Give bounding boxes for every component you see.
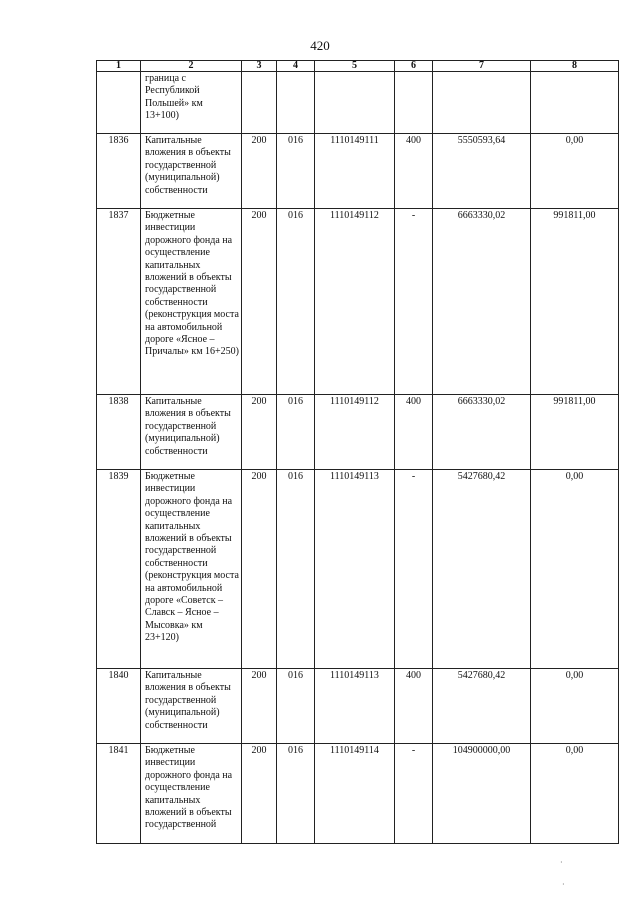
section-cell	[242, 72, 277, 134]
scan-speck: ·	[562, 880, 565, 889]
row-id-cell: 1838	[97, 395, 141, 470]
section-cell: 200	[242, 209, 277, 395]
table-row	[97, 470, 619, 669]
amount-2-cell: 991811,00	[531, 209, 619, 395]
expense-type-cell: 400	[395, 669, 433, 744]
row-description-cell: Капитальные вложения в объекты государственной (муниципальной) собственности	[141, 669, 242, 744]
column-header-5: 5	[315, 61, 395, 72]
row-id-cell: 1837	[97, 209, 141, 395]
section-cell: 200	[242, 395, 277, 470]
row-id-cell: 1836	[97, 134, 141, 209]
amount-2-cell: 0,00	[531, 744, 619, 844]
subsection-cell: 016	[277, 669, 315, 744]
subsection-cell: 016	[277, 134, 315, 209]
amount-2-cell: 0,00	[531, 134, 619, 209]
column-header-6: 6	[395, 61, 433, 72]
target-article-cell: 1110149113	[315, 470, 395, 669]
table-row	[97, 134, 619, 209]
subsection-cell: 016	[277, 395, 315, 470]
target-article-cell: 1110149113	[315, 669, 395, 744]
budget-table	[96, 60, 619, 844]
section-cell: 200	[242, 744, 277, 844]
section-cell: 200	[242, 134, 277, 209]
column-header-8: 8	[531, 61, 619, 72]
row-id-cell: 1841	[97, 744, 141, 844]
expense-type-cell	[395, 72, 433, 134]
amount-cell: 104900000,00	[433, 744, 531, 844]
section-cell: 200	[242, 669, 277, 744]
subsection-cell: 016	[277, 470, 315, 669]
column-header-7: 7	[433, 61, 531, 72]
amount-2-cell: 991811,00	[531, 395, 619, 470]
row-description-cell: Капитальные вложения в объекты государственной (муниципальной) собственности	[141, 395, 242, 470]
page-number: 420	[310, 38, 330, 53]
row-description-cell: Капитальные вложения в объекты государственной (муниципальной) собственности	[141, 134, 242, 209]
target-article-cell	[315, 72, 395, 134]
column-header-1: 1	[97, 61, 141, 72]
scan-speck: ·	[560, 858, 563, 867]
subsection-cell: 016	[277, 209, 315, 395]
expense-type-cell: -	[395, 470, 433, 669]
row-description-cell: граница с Республикой Польшей» км 13+100)	[141, 72, 242, 134]
target-article-cell: 1110149111	[315, 134, 395, 209]
table-row	[97, 209, 619, 395]
amount-cell: 6663330,02	[433, 209, 531, 395]
subsection-cell	[277, 72, 315, 134]
row-description-cell: Бюджетные инвестиции дорожного фонда на осуществление капитальных вложений в объекты государственной собственности (реконструкция моста на автомобильной дороге «Советск – Славск – Ясное – Мысовка» км 23+120)	[141, 470, 242, 669]
row-id-cell: 1839	[97, 470, 141, 669]
amount-cell: 6663330,02	[433, 395, 531, 470]
section-cell: 200	[242, 470, 277, 669]
table-row	[97, 669, 619, 744]
table-row	[97, 395, 619, 470]
amount-2-cell	[531, 72, 619, 134]
amount-2-cell: 0,00	[531, 470, 619, 669]
amount-2-cell: 0,00	[531, 669, 619, 744]
table-row	[97, 72, 619, 134]
target-article-cell: 1110149112	[315, 395, 395, 470]
amount-cell: 5550593,64	[433, 134, 531, 209]
amount-cell	[433, 72, 531, 134]
expense-type-cell: -	[395, 209, 433, 395]
amount-cell: 5427680,42	[433, 470, 531, 669]
row-description-cell: Бюджетные инвестиции дорожного фонда на осуществление капитальных вложений в объекты государственной	[141, 744, 242, 844]
column-header-2: 2	[141, 61, 242, 72]
expense-type-cell: -	[395, 744, 433, 844]
row-id-cell: 1840	[97, 669, 141, 744]
target-article-cell: 1110149112	[315, 209, 395, 395]
row-description-cell: Бюджетные инвестиции дорожного фонда на осуществление капитальных вложений в объекты государственной собственности (реконструкция моста на автомобильной дороге «Ясное – Причалы» км 16+250)	[141, 209, 242, 395]
table-row	[97, 744, 619, 844]
amount-cell: 5427680,42	[433, 669, 531, 744]
header-row	[97, 61, 619, 72]
subsection-cell: 016	[277, 744, 315, 844]
expense-type-cell: 400	[395, 395, 433, 470]
column-header-3: 3	[242, 61, 277, 72]
column-header-4: 4	[277, 61, 315, 72]
expense-type-cell: 400	[395, 134, 433, 209]
target-article-cell: 1110149114	[315, 744, 395, 844]
row-id-cell	[97, 72, 141, 134]
